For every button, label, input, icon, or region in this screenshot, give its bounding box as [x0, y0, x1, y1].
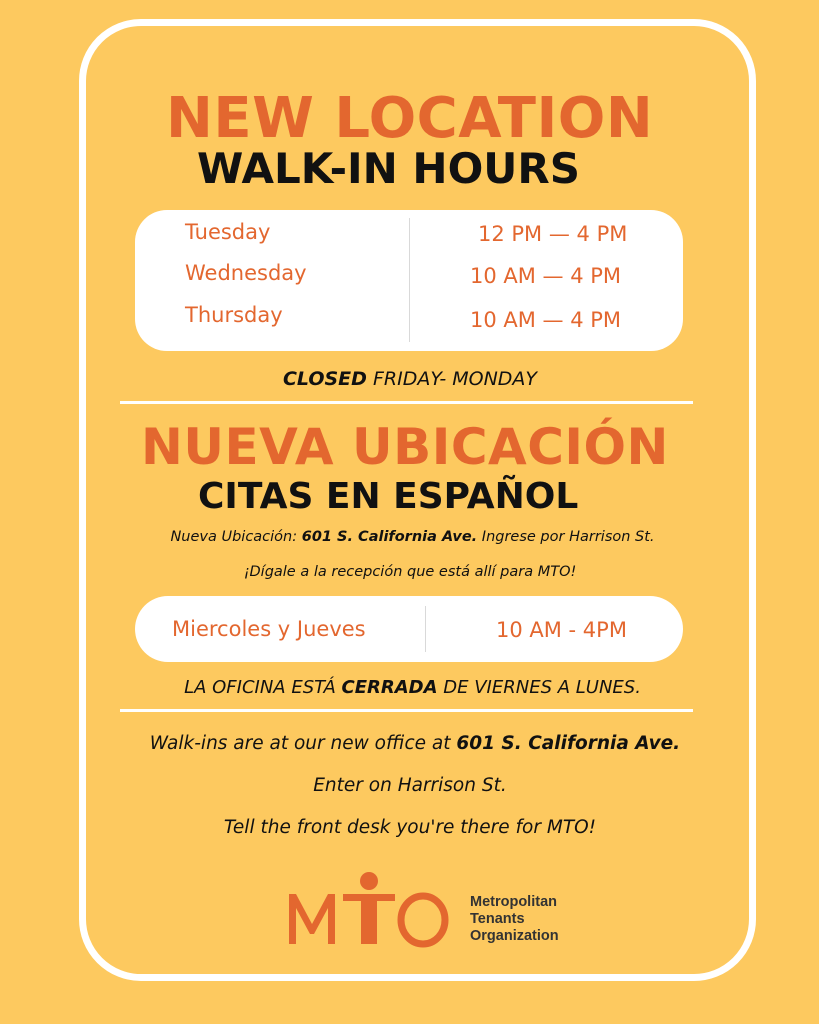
hours-day-wednesday: Wednesday: [185, 261, 307, 285]
footer-line-3: Tell the front desk you're there for MTO!: [223, 817, 597, 838]
hours-time-wednesday: 10 AM — 4 PM: [470, 264, 622, 288]
hours-divider: [409, 218, 410, 342]
spanish-hours-panel: [135, 596, 683, 662]
closed-rest: FRIDAY- MONDAY: [366, 368, 538, 390]
hours-day-thursday: Thursday: [185, 303, 283, 327]
spanish-days: Miercoles y Jueves: [172, 617, 366, 641]
address-prefix: Nueva Ubicación:: [170, 529, 302, 545]
section-divider-2: [120, 709, 693, 712]
footer-line-1: [95, 733, 735, 754]
hours-time-thursday: 10 AM — 4 PM: [470, 308, 622, 332]
hours-time-tuesday: 12 PM — 4 PM: [478, 222, 628, 246]
address-bold: 601 S. California Ave.: [301, 529, 478, 545]
mto-logo: [285, 870, 585, 950]
spanish-subtitle: CITAS EN ESPAÑOL: [198, 476, 579, 517]
person-icon: [360, 872, 378, 890]
spanish-reception-note: ¡Dígale a la recepción que está allí para MTO!: [243, 564, 577, 580]
english-subtitle: WALK-IN HOURS: [197, 144, 580, 193]
footer-line-1-bold: 601 S. California Ave.: [456, 733, 681, 754]
english-hours-panel: [135, 210, 683, 351]
english-title: NEW LOCATION: [166, 86, 654, 151]
address-suffix: Ingrese por Harrison St.: [477, 529, 655, 545]
spanish-closed-note: [110, 677, 715, 698]
footer-line-2: Enter on Harrison St.: [313, 775, 507, 796]
spanish-time: 10 AM - 4PM: [496, 618, 627, 642]
logo-line-2: Tenants: [470, 911, 525, 927]
spanish-address: [100, 529, 725, 545]
spanish-closed-prefix: LA OFICINA ESTÁ: [184, 677, 342, 698]
hours-day-tuesday: Tuesday: [185, 220, 271, 244]
english-closed-note: [160, 368, 660, 390]
mto-logo-mark: [285, 870, 455, 950]
spanish-hours-divider: [425, 606, 426, 652]
spanish-closed-bold: CERRADA: [341, 677, 438, 698]
spanish-closed-suffix: DE VIERNES A LUNES.: [437, 677, 641, 698]
logo-org-name: [470, 894, 559, 945]
logo-line-1: Metropolitan: [470, 894, 557, 910]
footer-line-1-prefix: Walk-ins are at our new office at: [149, 733, 457, 754]
spanish-title: NUEVA UBICACIÓN: [141, 418, 669, 476]
section-divider-1: [120, 401, 693, 404]
closed-bold: CLOSED: [282, 368, 367, 390]
logo-line-3: Organization: [470, 928, 559, 944]
